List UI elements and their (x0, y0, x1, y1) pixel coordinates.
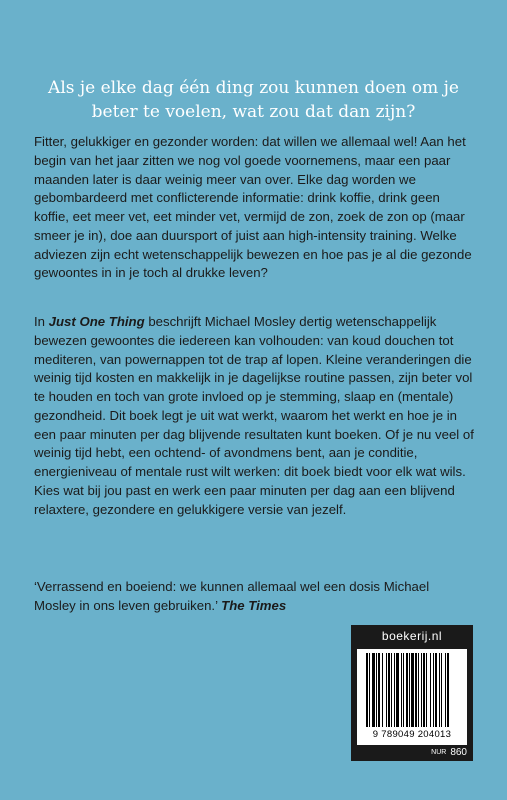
barcode-bar (426, 653, 427, 727)
barcode-bar (409, 653, 410, 727)
barcode-bar (403, 653, 404, 727)
barcode-bar (406, 653, 408, 727)
barcode-bar (369, 653, 370, 727)
barcode-bar (441, 653, 442, 727)
intro-paragraph: Fitter, gelukkiger en gezonder worden: dat willen we allemaal wel! Aan het begin van het jaar zitten we nog vol goede voornemens, maar een paar maanden later is daar weinig meer van over. Elke dag worden we gebombardeerd met conflicterende informatie: drink koffie, drink geen koffie, eet meer vet, eet minder vet, vermijd de zon, zoek de zon op (maar smeer je in), doe aan duursport of juist aan high-intensity training. Welke adviezen zijn echt wetenschappelijk bewezen en hoe pas je al die gezonde gewoontes in in je toch al drukke leven? (34, 134, 472, 281)
barcode-bar (445, 653, 446, 727)
barcode-bar (439, 653, 440, 727)
barcode-bar (418, 653, 419, 727)
barcode-bar (386, 653, 387, 727)
body-paragraph (34, 313, 474, 519)
barcode-bar (388, 653, 390, 727)
publisher-url: boekerij.nl (381, 629, 443, 643)
barcode-bar (366, 653, 368, 727)
nur-code (431, 746, 467, 759)
body-prefix: In (34, 314, 49, 329)
nur-value: 860 (450, 747, 467, 758)
barcode-bar (401, 653, 402, 727)
barcode-bar (421, 653, 422, 727)
barcode-bar (415, 653, 417, 727)
barcode-bar (447, 653, 449, 727)
press-quote (34, 578, 474, 616)
barcode-bar (396, 653, 399, 727)
barcode-bar (372, 653, 375, 727)
quote-text: ‘Verrassend en boeiend: we kunnen allemaal wel een dosis Michael Mosley in ons leven gebruiken.’ (34, 579, 430, 613)
quote-source: The Times (221, 597, 287, 613)
barcode-bar (391, 653, 392, 727)
barcode-bars (366, 653, 460, 727)
barcode-bar (378, 653, 380, 727)
nur-label: NUR (431, 749, 447, 756)
body-text: beschrijft Michael Mosley dertig wetenschappelijk bewezen gewoontes die iedereen kan volhouden: van koud douchen tot mediteren, van powernappen tot de trap af lopen. Kleine veranderingen die weinig tijd kosten en makkelijk in je dagelijkse routine passen, zijn beter vol te houden en toch van grote invloed op je stemming, slaap en (mentale) gezondheid. Dit boek legt je uit wat werkt, waarom het werkt en hoe je in een paar minuten per dag blijvende resultaten kunt boeken. Of je nu veel of weinig tijd hebt, een ochtend- of avondmens bent, aan je conditie, energieniveau of mentale rust wilt werken: dit boek biedt voor elk wat wils. Kies wat bij jou past en werk een paar minuten per dag aan een blijvend relaxtere, gezondere en gelukkigere versie van jezelf. (34, 314, 474, 517)
barcode-bar (394, 653, 395, 727)
book-title: Just One Thing (48, 314, 145, 329)
tagline: Als je elke dag één ding zou kunnen doen om je beter te voelen, wat zou dat dan zijn? (48, 78, 459, 122)
barcode-bar (430, 653, 431, 727)
isbn-digits: 9 789049 204013 (372, 729, 452, 740)
barcode-block (351, 625, 473, 761)
barcode-bar (376, 653, 377, 727)
barcode (357, 649, 467, 745)
barcode-bar (382, 653, 383, 727)
barcode-bar (435, 653, 437, 727)
barcode-bar (433, 653, 434, 727)
barcode-bar (411, 653, 414, 727)
barcode-bar (423, 653, 425, 727)
